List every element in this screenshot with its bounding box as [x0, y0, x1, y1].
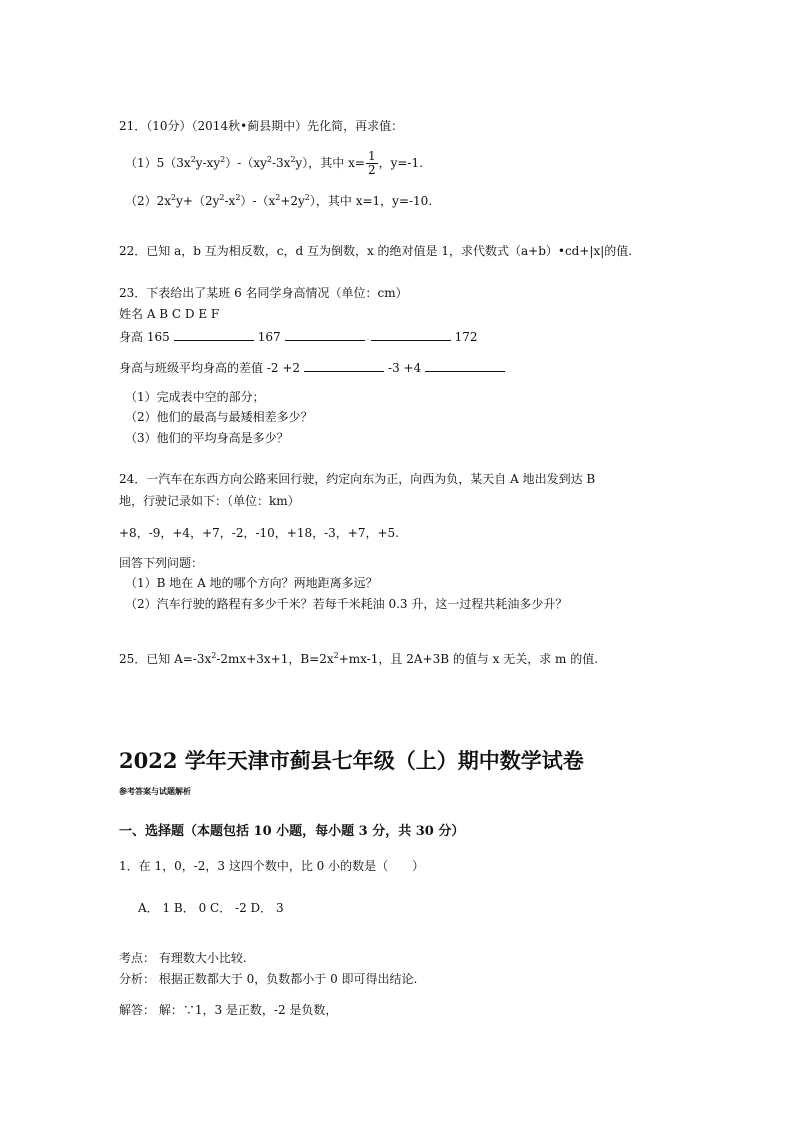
exponent: 2 [275, 193, 281, 202]
q25-text-b: -2mx+3x+1，B=2x [216, 652, 334, 666]
q25-text-c: +mx-1，且 2A+3B 的值与 x 无关，求 m 的值. [338, 652, 599, 666]
q23-difference-value: -3 +4 [388, 361, 422, 375]
q21-part2 [125, 195, 432, 207]
exponent: 2 [219, 193, 225, 202]
a1-kaodian: 考点： 有理数大小比较. [119, 951, 247, 965]
answer-blank [285, 329, 365, 341]
a1-question: 1．在 1，0，-2，3 这四个数中，比 0 小的数是（ ） [119, 859, 425, 873]
q23-subquestion-2: （2）他们的最高与最矮相差多少？ [125, 410, 313, 424]
q21-p2-text-d: ）-（x [240, 194, 276, 208]
q21-p2-text-f: ），其中 x=1，y=-10. [309, 194, 433, 208]
fraction-one-half [366, 150, 378, 177]
q21-p1-text-b: y-xy [195, 156, 221, 170]
a1-jieda: 解答： 解：∵1，3 是正数，-2 是负数， [119, 1003, 338, 1017]
q21-p1-text-f: ，y=-1. [378, 156, 423, 170]
q24-subquestion-2: （2）汽车行驶的路程有多少千米？若每千米耗油 0.3 升，这一过程共耗油多少升？ [125, 597, 568, 611]
q23-row-differences [119, 360, 509, 374]
q24-driving-record: +8，-9，+4，+7，-2，-10，+18，-3，+7，+5. [119, 526, 399, 540]
exponent: 2 [171, 193, 177, 202]
q23-stem: 23．下表给出了某班 6 名同学身高情况（单位：cm） [119, 286, 408, 300]
exponent: 2 [235, 193, 241, 202]
a1-options: A． 1 B． 0 C． -2 D． 3 [138, 901, 284, 915]
exponent: 2 [290, 155, 296, 164]
q24-subquestion-1: （1）B 地在 A 地的哪个方向？两地距离多远？ [125, 576, 378, 590]
exponent: 2 [220, 155, 226, 164]
q24-stem-line2: 地，行驶记录如下：（单位：km） [119, 494, 300, 508]
exponent: 2 [266, 155, 272, 164]
q23-height-value: 172 [454, 330, 478, 344]
q23-subquestion-3: （3）他们的平均身高是多少？ [125, 431, 289, 445]
q21-p1-text-a: （1）5（3x [125, 156, 191, 170]
answer-blank [174, 329, 254, 341]
q21-part1 [125, 150, 423, 177]
q21-p2-text-c: -x [224, 194, 236, 208]
q24-stem-line1: 24．一汽车在东西方向公路来回行驶，约定向东为正，向西为负，某天自 A 地出发到达 B [119, 472, 596, 486]
q25-text [119, 653, 598, 665]
q22-text: 22．已知 a，b 互为相反数，c，d 互为倒数，x 的绝对值是 1，求代数式（a+b）•cd+|x|的值. [119, 244, 633, 258]
fraction-denominator: 2 [367, 163, 376, 177]
q25-text-a: 25．已知 A=-3x [119, 652, 212, 666]
q21-p1-text-c: ）-（xy [225, 156, 267, 170]
answer-blank [425, 360, 505, 372]
q23-subquestion-1: （1）完成表中空的部分； [125, 390, 265, 404]
q23-row-names: 姓名 A B C D E F [119, 307, 220, 321]
answer-blank [371, 329, 451, 341]
q21-p1-text-d: -3x [271, 156, 291, 170]
exponent: 2 [211, 651, 217, 660]
q23-height-value: 167 [257, 330, 281, 344]
q21-p2-text-e: +2y [280, 194, 305, 208]
q21-p1-text-e: y），其中 x= [295, 156, 365, 170]
exponent: 2 [190, 155, 196, 164]
q23-row-heights [119, 329, 478, 343]
q21-stem: 21．（10分）（2014秋•蓟县期中）先化简，再求值： [119, 119, 404, 133]
answer-blank [304, 360, 384, 372]
exponent: 2 [304, 193, 310, 202]
q24-prompt: 回答下列问题： [119, 556, 204, 570]
q23-heights-label: 身高 165 [119, 330, 170, 344]
q23-differences-label: 身高与班级平均身高的差值 -2 +2 [119, 361, 301, 375]
answer-key-title: 2022 学年天津市蓟县七年级（上）期中数学试卷 [119, 748, 584, 773]
a1-fenxi: 分析： 根据正数都大于 0，负数都小于 0 即可得出结论. [119, 972, 418, 986]
answer-key-subtitle: 参考答案与试题解析 [119, 786, 191, 796]
fraction-numerator: 1 [367, 149, 376, 163]
section-heading: 一、选择题（本题包括 10 小题，每小题 3 分，共 30 分） [119, 824, 465, 839]
exponent: 2 [333, 651, 339, 660]
q21-p2-text-b: y+（2y [176, 194, 220, 208]
q21-p2-text-a: （2）2x [125, 194, 172, 208]
